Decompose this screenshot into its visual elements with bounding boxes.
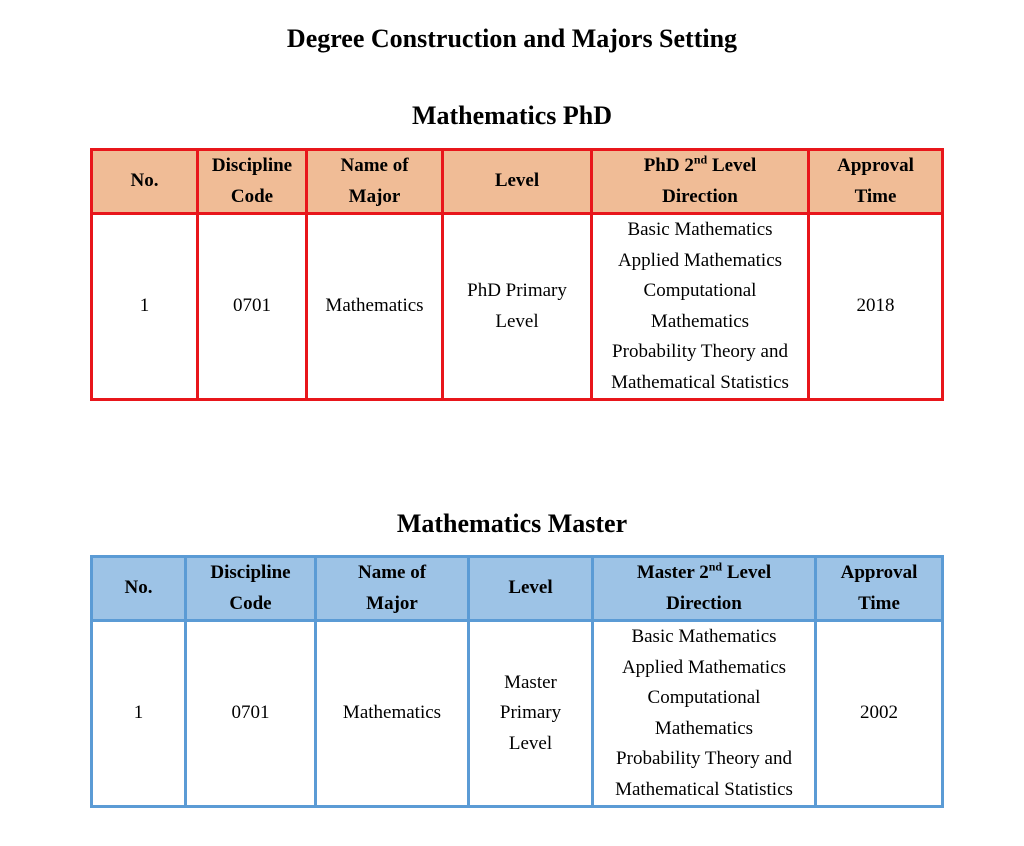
cell-no: 1 [92,621,186,807]
cell-no: 1 [92,214,198,400]
header-code: Discipline Code [186,557,316,621]
cell-major: Mathematics [316,621,469,807]
table-header-row [92,150,943,214]
phd-section-title: Mathematics PhD [411,101,612,130]
cell-time: 2002 [816,621,943,807]
header-level: Level [469,557,593,621]
cell-level: PhD Primary Level [443,214,592,400]
header-direction: Master 2nd Level Direction [593,557,816,621]
table-header-row [92,557,943,621]
cell-code: 0701 [198,214,307,400]
phd-table [90,148,944,401]
cell-level: Master Primary Level [469,621,593,807]
cell-directions: Basic Mathematics Applied Mathematics Computational Mathematics Probability Theory and Mathematical Statistics [592,214,809,400]
table-row [92,621,943,807]
cell-directions: Basic Mathematics Applied Mathematics Computational Mathematics Probability Theory and Mathematical Statistics [593,621,816,807]
page-title: Degree Construction and Majors Setting [286,24,738,53]
cell-time: 2018 [809,214,943,400]
header-no: No. [92,150,198,214]
header-time: Approval Time [809,150,943,214]
header-direction: PhD 2nd Level Direction [592,150,809,214]
header-major: Name of Major [307,150,443,214]
master-section-title: Mathematics Master [396,509,628,538]
header-time: Approval Time [816,557,943,621]
header-level: Level [443,150,592,214]
table-row [92,214,943,400]
header-major: Name of Major [316,557,469,621]
cell-code: 0701 [186,621,316,807]
header-code: Discipline Code [198,150,307,214]
cell-major: Mathematics [307,214,443,400]
header-no: No. [92,557,186,621]
master-table [90,555,944,808]
